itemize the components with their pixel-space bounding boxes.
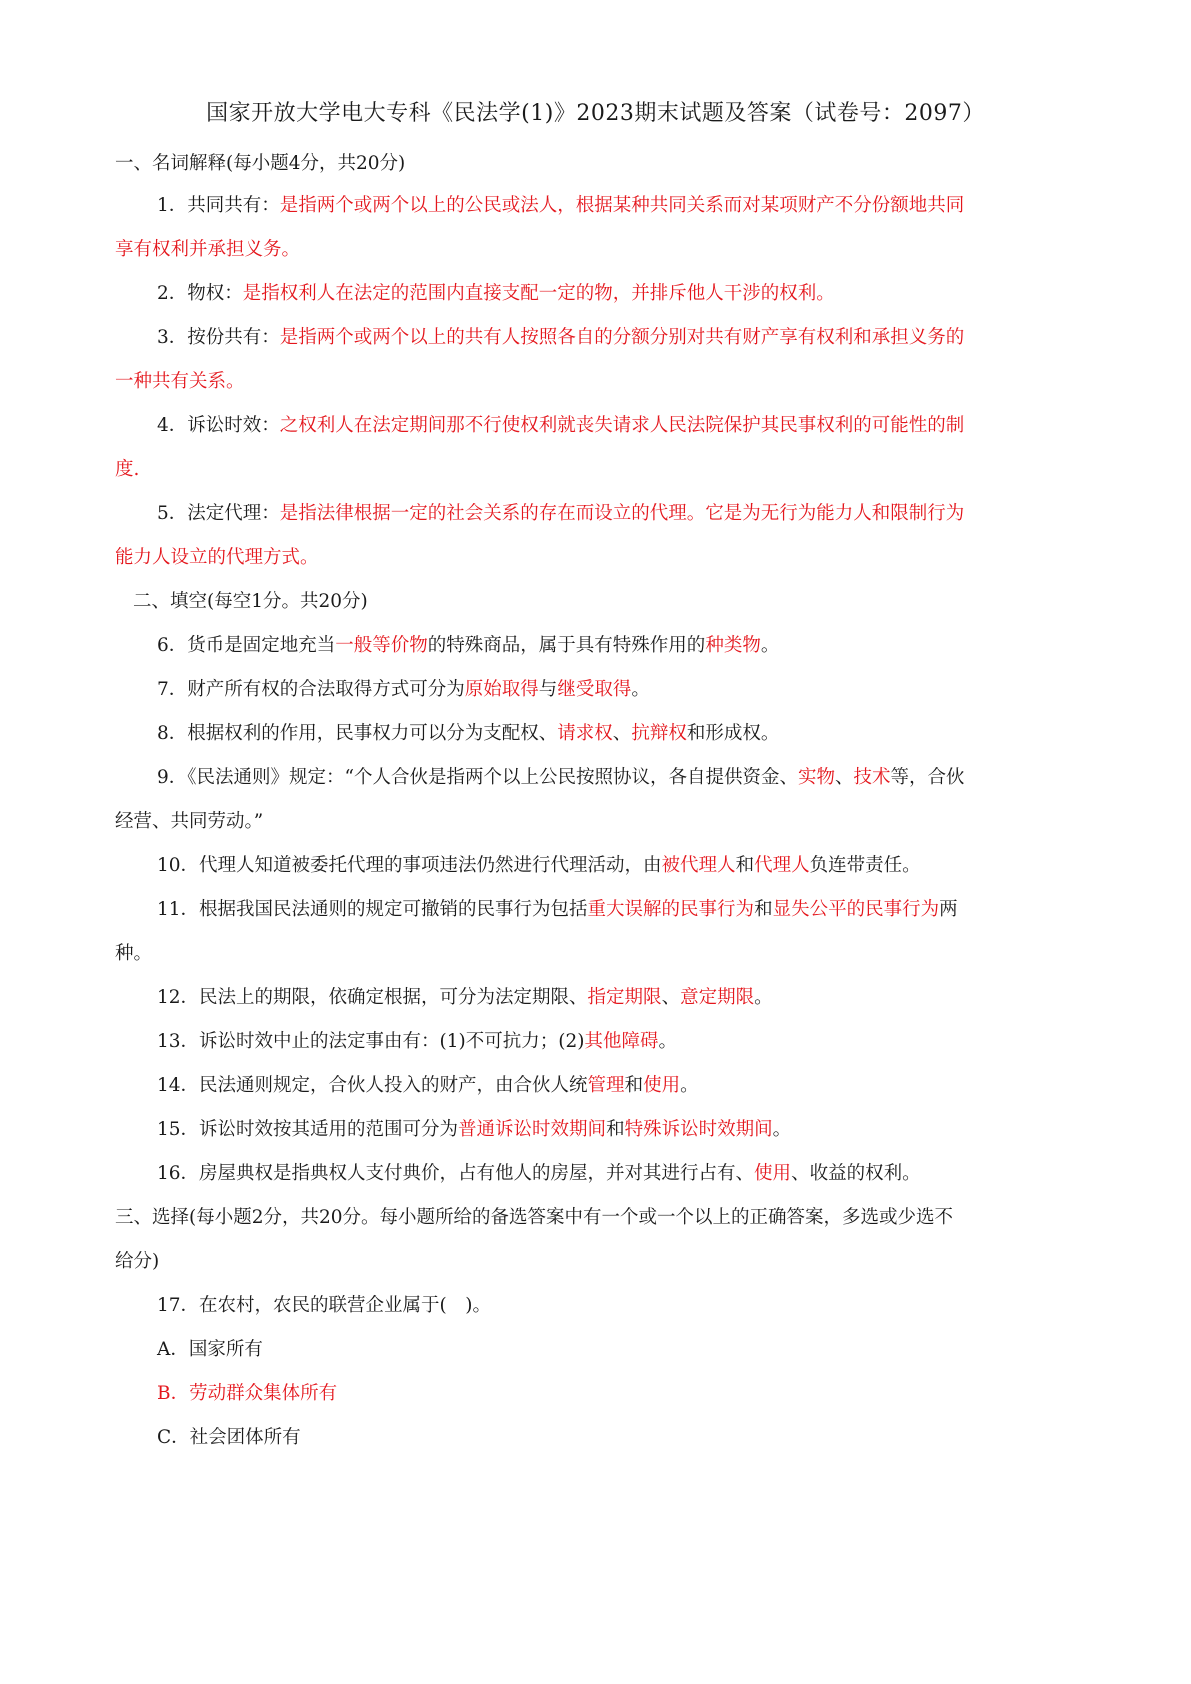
q9-text-c: 等，合伙	[890, 767, 965, 788]
question-9-line2: 经营、共同劳动。”	[115, 811, 264, 832]
q8-text-b: 、	[612, 723, 632, 744]
question-17-option-b: B．劳动群众集体所有	[157, 1383, 338, 1404]
q12-text-b: 、	[661, 987, 681, 1008]
q16-text-c: 、收益的权利。	[791, 1163, 921, 1184]
item-3-term: 按份共有：	[187, 327, 280, 348]
item-5-answer: 是指法律根据一定的社会关系的存在而设立的代理。它是为无行为能力人和限制行为	[279, 503, 965, 524]
q9-text-b: 、	[835, 767, 854, 788]
item-4-term: 诉讼时效：	[187, 415, 280, 436]
q11-answer-2: 显失公平的民事行为	[772, 899, 940, 920]
q9-answer-2: 技术	[853, 767, 891, 788]
question-14	[157, 1075, 699, 1097]
q7-answer-2: 继受取得	[557, 679, 632, 700]
q14-answer-1: 管理	[587, 1075, 625, 1096]
q15-text-b: 和	[606, 1119, 625, 1140]
q15-text-c: 。	[772, 1119, 792, 1140]
q15-answer-2: 特殊诉讼时效期间	[624, 1119, 773, 1140]
q8-text-a: 8．根据权利的作用，民事权力可以分为支配权、	[157, 723, 558, 744]
section1-heading: 一、名词解释(每小题4分，共20分)	[115, 153, 406, 174]
q9-text-a: 9．《民法通则》规定：“个人合伙是指两个以上公民按照协议，各自提供资金、	[157, 767, 798, 788]
question-7	[157, 679, 650, 701]
item-5-line2: 能力人设立的代理方式。	[115, 547, 319, 568]
q8-answer-1: 请求权	[557, 723, 613, 744]
question-12	[157, 987, 773, 1009]
q16-answer-1: 使用	[754, 1163, 792, 1184]
item-2-line1	[157, 283, 835, 305]
section3-heading: 三、选择(每小题2分，共20分。每小题所给的备选答案中有一个或一个以上的正确答案，多选或少选不	[115, 1207, 954, 1228]
q15-text-a: 15．诉讼时效按其适用的范围可分为	[157, 1119, 459, 1140]
q10-answer-1: 被代理人	[661, 855, 736, 876]
item-1-num: 1．	[157, 195, 188, 216]
item-2-term: 物权：	[187, 283, 243, 304]
item-4-answer: 之权利人在法定期间那不行使权利就丧失请求人民法院保护其民事权利的可能性的制	[279, 415, 965, 436]
question-17-option-c: C．社会团体所有	[157, 1427, 301, 1448]
item-3-num: 3．	[157, 327, 188, 348]
item-3-answer: 是指两个或两个以上的共有人按照各自的分额分别对共有财产享有权利和承担义务的	[279, 327, 965, 348]
q10-answer-2: 代理人	[754, 855, 810, 876]
q16-text-a: 16．房屋典权是指典权人支付典价，占有他人的房屋，并对其进行占有、	[157, 1163, 755, 1184]
question-13	[157, 1031, 677, 1053]
q6-answer-2: 种类物	[705, 635, 761, 656]
section2-heading: 二、填空(每空1分。共20分)	[133, 591, 368, 612]
q6-text-b: 的特殊商品，属于具有特殊作用的	[427, 635, 706, 656]
q12-answer-2: 意定期限	[680, 987, 755, 1008]
item-1-answer: 是指两个或两个以上的公民或法人，根据某种共同关系而对某项财产不分份额地共同	[279, 195, 965, 216]
q10-text-b: 和	[735, 855, 755, 876]
question-9	[157, 767, 965, 789]
section3-heading-line2: 给分)	[115, 1251, 160, 1272]
q7-answer-1: 原始取得	[464, 679, 539, 700]
q13-answer-1: 其他障碍	[584, 1031, 659, 1052]
item-1-term: 共同共有：	[187, 195, 280, 216]
q13-text-a: 13．诉讼时效中止的法定事由有：(1)不可抗力；(2)	[157, 1031, 585, 1052]
q13-text-c: 。	[658, 1031, 677, 1052]
q15-answer-1: 普通诉讼时效期间	[458, 1119, 607, 1140]
item-1-line2: 享有权利并承担义务。	[115, 239, 301, 260]
question-6	[157, 635, 779, 657]
item-2-answer: 是指权利人在法定的范围内直接支配一定的物，并排斥他人干涉的权利。	[242, 283, 835, 304]
q11-text-b: 和	[754, 899, 773, 920]
q14-answer-2: 使用	[643, 1075, 681, 1096]
question-17-option-a: A．国家所有	[157, 1339, 263, 1360]
q10-text-a: 10．代理人知道被委托代理的事项违法仍然进行代理活动，由	[157, 855, 662, 876]
question-17-stem: 17．在农村，农民的联营企业属于( )。	[157, 1295, 491, 1316]
q10-text-c: 负连带责任。	[809, 855, 921, 876]
question-11-line2: 种。	[115, 943, 153, 964]
item-5-line1	[157, 503, 964, 525]
q11-text-a: 11．根据我国民法通则的规定可撤销的民事行为包括	[157, 899, 588, 920]
q11-text-c: 两	[939, 899, 958, 920]
item-4-num: 4．	[157, 415, 188, 436]
q14-text-b: 和	[624, 1075, 644, 1096]
q9-answer-1: 实物	[797, 767, 835, 788]
q14-text-a: 14．民法通则规定，合伙人投入的财产，由合伙人统	[157, 1075, 588, 1096]
q12-text-a: 12．民法上的期限，依确定根据，可分为法定期限、	[157, 987, 588, 1008]
q7-text-c: 。	[631, 679, 650, 700]
question-15	[157, 1119, 791, 1141]
q12-answer-1: 指定期限	[587, 987, 662, 1008]
item-5-term: 法定代理：	[187, 503, 280, 524]
q11-answer-1: 重大误解的民事行为	[587, 899, 755, 920]
question-8	[157, 723, 779, 745]
q6-text-a: 6．货币是固定地充当	[157, 635, 336, 656]
q8-text-c: 和形成权。	[686, 723, 780, 744]
item-4-line2: 度.	[115, 459, 140, 480]
q7-text-b: 与	[538, 679, 558, 700]
question-16	[157, 1163, 921, 1185]
question-10	[157, 855, 921, 877]
item-2-num: 2．	[157, 283, 188, 304]
item-3-line2: 一种共有关系。	[115, 371, 245, 392]
q6-answer-1: 一般等价物	[335, 635, 428, 656]
question-11	[157, 899, 958, 921]
q6-text-c: 。	[760, 635, 780, 656]
q7-text-a: 7．财产所有权的合法取得方式可分为	[157, 679, 465, 700]
item-4-line1	[157, 415, 964, 437]
q8-answer-2: 抗辩权	[631, 723, 687, 744]
document-title: 国家开放大学电大专科《民法学(1)》2023期末试题及答案（试卷号：2097）	[206, 101, 985, 126]
item-3-line1	[157, 327, 964, 349]
q14-text-c: 。	[680, 1075, 699, 1096]
item-1-line1	[157, 195, 1002, 217]
q12-text-c: 。	[754, 987, 773, 1008]
item-5-num: 5．	[157, 503, 188, 524]
